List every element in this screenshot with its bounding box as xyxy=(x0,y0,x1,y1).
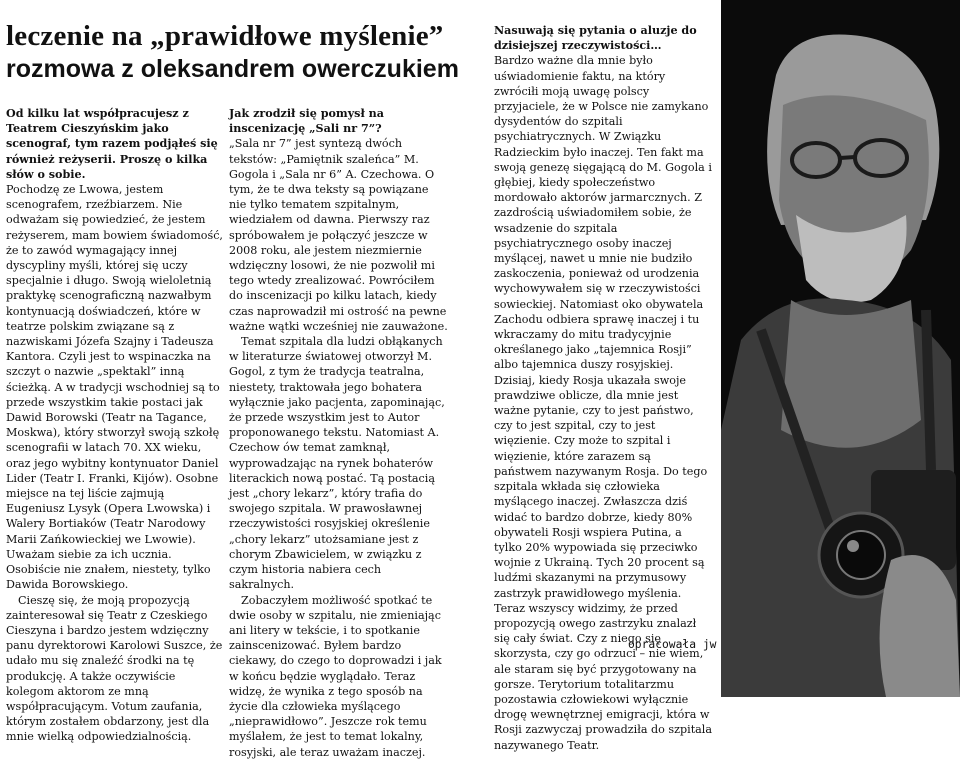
answer-paragraph: „Sala nr 7” jest syntezą dwóch tekstów: „Pamiętnik szaleńca” M. Gogola i „Sala nr 6” A. Czechowa. O tym, że te dwa teksty są powiązane nie tylko tematem szpitalnym, wiedziałem od dawna. Pierwszy raz spróbowałem je połączyć jeszcze w 2008 roku, ale jestem niezmiernie wdzięczny losowi, że nie pozwolił mi tego wtedy zrealizować. Powróciłem do inscenizacji po kilku latach, kiedy czas naprowadził mi ostrość na pewne ważne wątki wcześniej nie zauważone. xyxy=(229,137,448,333)
portrait-photo xyxy=(721,0,960,697)
answer-paragraph: Cieszę się, że moją propozycją zainteresował się Teatr z Czeskiego Cieszyna i bardzo jestem wdzięczny panu dyrektorowi Karolowi Suszce, że udało mu się znaleźć środki na tę produkcję. A także oczywiście kolegom aktorom ze mną współpracującym. Votum zaufania, którym zostałem obdarzony, jest dla mnie wielką odpowiedzialnością. xyxy=(6,593,223,744)
article-title: leczenie na „prawidłowe myślenie” xyxy=(6,20,444,52)
author-signature: opracowała jw xyxy=(628,638,717,651)
answer-paragraph: Bardzo ważne dla mnie było uświadomienie faktu, na który zwróciłi moją uwagę polscy przyjaciele, że w Polsce nie zamykano dysydentów do szpitali psychiatrycznych. W Związku Radzieckim było inaczej. Ten fakt ma swoją genezę sięgającą do M. Gogola i głębiej, kiedy społeczeństwo mordowało aktorów jarmarcznych. Z zazdrością uświadomiłem sobie, że wsadzenie do szpitala psychiatrycznego osoby inaczej myślącej, nawet u mnie nie budziło zaskoczenia, ponieważ od urodzenia wychowywałem się w rzeczywistości sowieckiej. Natomiast oko obywatela Zachodu odbiera sprawę inaczej i tu wkraczamy do mitu tradycyjnie określanego jako „tajemnica Rosji” albo tajemnica duszy rosyjskiej. Dzisiaj, kiedy Rosja ukazała swoje prawdziwe oblicze, dla mnie jest ważne pytanie, czy to jest państwo, czy to jest szpital, czy to jest więzienie. Czy może to szpital i więzienie, które zarazem są państwem nazywanym Rosja. Do tego szpitala wkłada się człowieka myślącego inaczej. Zwłaszcza dziś widać to bardzo dobrze, kiedy 80% obywateli Rosji wspiera Putina, a tylko 20% wypowiada się przeciwko wojnie z Ukrainą. Tych 20 procent są ludźmi skazanymi na przymusowy zastrzyk prawidłowego myślenia. Teraz wszyscy widzimy, że przed propozycją owego zastrzyku znalazł się cały świat. Czy z niego się skorzysta, czy go odrzuci – nie wiem, ale staram się być przygotowany na gorsze. Terytorium totalitarzmu pozostawia człowiekowi wyłącznie drogę wewnętrznej emigracji, która w Rosji zazwyczaj prowadziła do szpitala nazywanego Teatr. xyxy=(494,54,713,752)
answer-paragraph: Pochodzę ze Lwowa, jestem scenografem, rzeźbiarzem. Nie odważam się powiedzieć, że jestem reżyserem, mam bowiem świadomość, że to zawód wymagający innej dyscypliny myśli, której się uczy specjalnie i długo. Swoją wieloletnią praktykę scenograficzną nazwałbym kontynuacją doświadczeń, które w teatrze polskim związane są z nazwiskami Józefa Szajny i Tadeusza Kantora. Czyli jest to wspinaczka na szczyt o nazwie „spektakl” inną ścieżką. A w tradycji wschodniej są to przede wszystkim takie postaci jak Dawid Borowski (Teatr na Tagance, Moskwa), który stworzył swoją szkołę scenografii w latach 70. XX wieku, oraz jego wybitny kontynuator Daniel Lider (Teatr I. Franki, Kijów). Osobne miejsce na tej liście zajmują Eugeniusz Lysyk (Opera Lwowska) i Walery Bortiaków (Teatr Narodowy Marii Zańkowieckiej we Lwowie). Uważam siebie za ich ucznia. Osobiście nie znałem, niestety, tylko Dawida Borowskiego. xyxy=(6,183,223,592)
answer-paragraph: Temat szpitala dla ludzi obłąkanych w literaturze światowej otworzył M. Gogol, z tym że tradycja teatralna, niestety, traktowała jego bohatera wyłącznie jako pacjenta, zapominając, że przede wszystkim jest to Autor proponowanego tekstu. Natomiast A. Czechow ów temat zamknął, wyprowadzając na rynek bohaterów literackich nową postać. Tą postacią jest „chory lekarz”, który trafia do swojego szpitala. W prawosławnej rzeczywistości rosyjskiej określenie „chory lekarz” utożsamiane jest z chorym Zbawicielem, w związku z czym historia nabiera cech sakralnych. xyxy=(229,335,445,592)
text-column-2 xyxy=(229,106,449,760)
article-subtitle: rozmowa z oleksandrem owerczukiem xyxy=(6,55,459,83)
interview-question-3: Nasuwają się pytania o aluzje do dzisiejszej rzeczywistości… xyxy=(494,24,697,53)
text-column-1 xyxy=(6,106,224,745)
interview-question-2: Jak zrodził się pomysł na inscenizację „Sali nr 7”? xyxy=(229,107,384,136)
interview-question-1: Od kilku lat współpracujesz z Teatrem Cieszyńskim jako scenograf, tym razem podjąłeś się również reżyserii. Proszę o kilka słów o sobie. xyxy=(6,107,218,181)
answer-paragraph: Zobaczyłem możliwość spotkać te dwie osoby w szpitalu, nie zmieniając ani litery w tekście, i to spotkanie zainscenizować. Byłem bardzo ciekawy, do czego to doprowadzi i jak w końcu będzie wyglądało. Teraz widzę, że wynika z tego sposób na życie dla człowieka myślącego „nieprawidłowo”. Jeszcze rok temu myślałem, że jest to temat lokalny, rosyjski, ale teraz uważam inaczej. xyxy=(229,593,442,759)
